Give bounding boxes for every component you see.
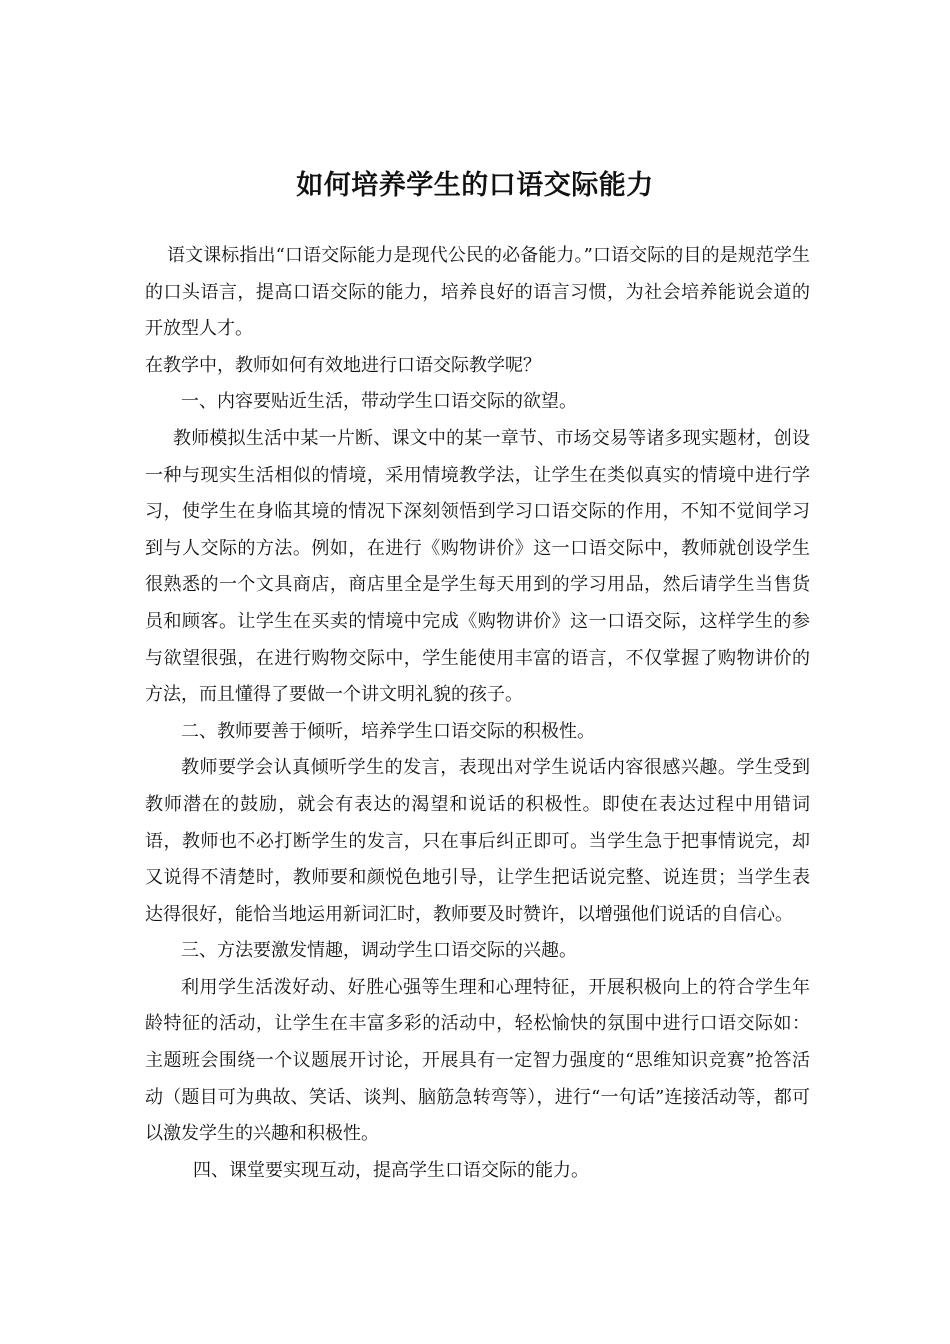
document-body (145, 238, 810, 1189)
section-heading-2: 二、教师要善于倾听，培养学生口语交际的积极性。 (181, 720, 595, 742)
section-heading-1: 一、内容要贴近生活，带动学生口语交际的欲望。 (181, 391, 577, 413)
paragraph-question: 在教学中，教师如何有效地进行口语交际教学呢？ (145, 354, 541, 376)
section-body-1: 教师模拟生活中某一片断、课文中的某一章节、市场交易等诸多现实题材，创设一种与现实生活相似的情境，采用情境教学法，让学生在类似真实的情境中进行学习，使学生在身临其境的情况下深刻领悟到学习口语交际的作用，不知不觉间学习到与人交际的方法。例如，在进行《购物讲价》这一口语交际中，教师就创设学生很熟悉的一个文具商店，商店里全是学生每天用到的学习用品，然后请学生当售货员和顾客。让学生在买卖的情境中完成《购物讲价》这一口语交际，这样学生的参与欲望很强，在进行购物交际中，学生能使用丰富的语言，不仅掌握了购物讲价的方法，而且懂得了要做一个讲文明礼貌的孩子。 (145, 427, 810, 706)
paragraph-intro: 语文课标指出“口语交际能力是现代公民的必备能力。”口语交际的目的是规范学生的口头语言，提高口语交际的能力，培养良好的语言习惯，为社会培养能说会道的开放型人才。 (145, 245, 810, 340)
section-body-3: 利用学生活泼好动、好胜心强等生理和心理特征，开展积极向上的符合学生年龄特征的活动，让学生在丰富多彩的活动中，轻松愉快的氛围中进行口语交际如：主题班会围绕一个议题展开讨论，开展具有一定智力强度的“思维知识竞赛”抢答活动（题目可为典故、笑话、谈判、脑筋急转弯等），进行“一句话”连接活动等，都可以激发学生的兴趣和积极性。 (145, 976, 810, 1145)
document-title: 如何培养学生的口语交际能力 (296, 170, 654, 202)
section-heading-3: 三、方法要激发情趣，调动学生口语交际的兴趣。 (181, 940, 577, 962)
section-heading-4: 四、课堂要实现互动，提高学生口语交际的能力。 (193, 1159, 589, 1181)
section-body-2: 教师要学会认真倾听学生的发言，表现出对学生说话内容很感兴趣。学生受到教师潜在的鼓励，就会有表达的渴望和说话的积极性。即使在表达过程中用错词语，教师也不必打断学生的发言，只在事后纠正即可。当学生急于把事情说完，却又说得不清楚时，教师要和颜悦色地引导，让学生把话说完整、说连贯；当学生表达得很好，能恰当地运用新词汇时，教师要及时赞许，以增强他们说话的自信心。 (145, 757, 810, 925)
